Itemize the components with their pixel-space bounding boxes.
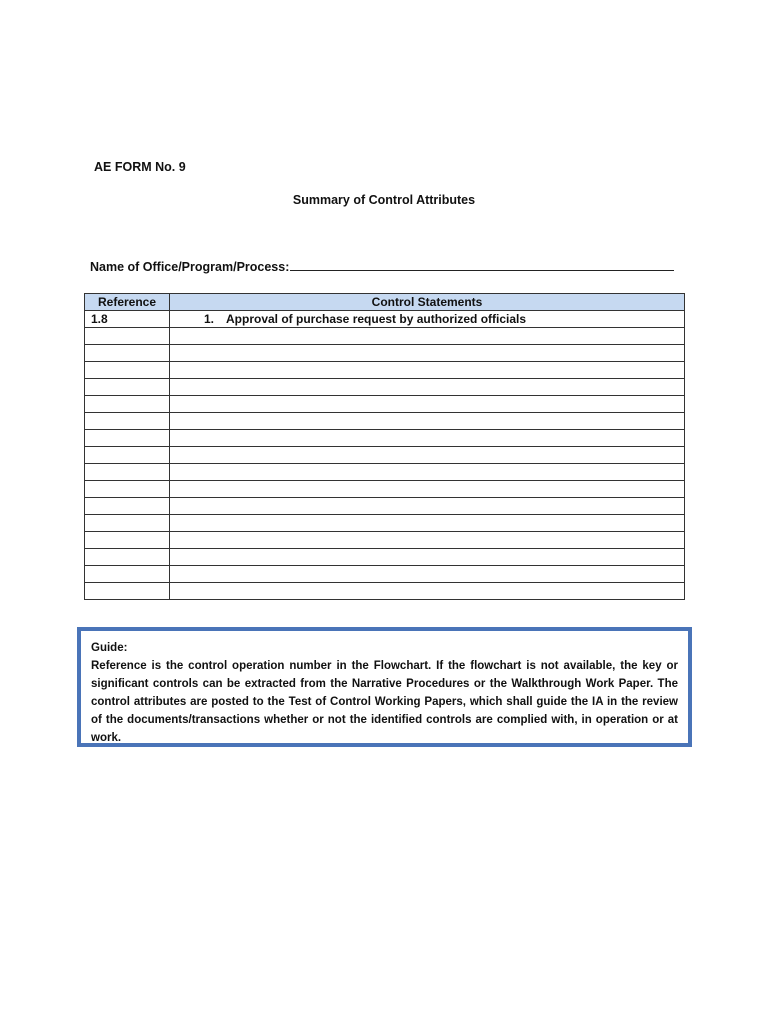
reference-cell[interactable] (85, 345, 170, 362)
office-blank-line[interactable] (290, 258, 674, 271)
table-row (85, 515, 685, 532)
table-row (85, 379, 685, 396)
control-statements-column-header: Control Statements (170, 294, 685, 311)
table-row (85, 532, 685, 549)
control-statement-cell[interactable] (170, 549, 685, 566)
control-statement-cell[interactable] (170, 498, 685, 515)
control-statement-cell[interactable] (170, 566, 685, 583)
control-statement-cell[interactable] (170, 583, 685, 600)
reference-cell[interactable] (85, 464, 170, 481)
reference-cell[interactable] (85, 328, 170, 345)
statement-text: Approval of purchase request by authorized officials (226, 312, 527, 326)
table-row (85, 566, 685, 583)
control-statement (176, 312, 526, 326)
control-statement-cell[interactable] (170, 413, 685, 430)
reference-cell[interactable] (85, 549, 170, 566)
control-statement-cell[interactable] (170, 515, 685, 532)
reference-cell[interactable] (85, 498, 170, 515)
table-row (85, 396, 685, 413)
table-row (85, 413, 685, 430)
reference-cell[interactable] (85, 481, 170, 498)
table-row (85, 583, 685, 600)
table-row (85, 430, 685, 447)
table-row (85, 447, 685, 464)
page-title: Summary of Control Attributes (292, 193, 476, 207)
office-field (90, 258, 674, 274)
reference-cell[interactable] (85, 413, 170, 430)
reference-cell[interactable] (85, 515, 170, 532)
control-attributes-table (84, 293, 685, 600)
reference-cell[interactable] (85, 396, 170, 413)
office-label: Name of Office/Program/Process: (90, 260, 290, 274)
table-row (85, 481, 685, 498)
table-row (85, 498, 685, 515)
control-statement-cell[interactable] (170, 447, 685, 464)
control-statement-cell[interactable] (170, 345, 685, 362)
reference-cell[interactable] (85, 566, 170, 583)
control-statement-cell[interactable] (170, 532, 685, 549)
table-row (85, 345, 685, 362)
control-statement-cell[interactable] (170, 430, 685, 447)
control-statement-cell[interactable] (170, 362, 685, 379)
table-row (85, 464, 685, 481)
reference-cell[interactable] (85, 447, 170, 464)
guide-box (77, 627, 692, 747)
control-statement-cell[interactable] (170, 464, 685, 481)
control-statement-cell[interactable] (170, 311, 685, 328)
reference-cell[interactable] (85, 532, 170, 549)
control-statement-cell[interactable] (170, 481, 685, 498)
statement-number: 1. (204, 312, 215, 326)
table-row (85, 549, 685, 566)
guide-text: Reference is the control operation number in the Flowchart. If the flowchart is not available, the key or significant controls can be extracted from the Narrative Procedures or the Walkthrough Work Paper. The control attributes are posted to the Test of Control Working Papers, which shall guide the IA in the review of the documents/transactions whether or not the identified controls are complied with, in operation or at work. (91, 660, 678, 744)
control-statement-cell[interactable] (170, 379, 685, 396)
reference-cell[interactable] (85, 583, 170, 600)
control-statement-cell[interactable] (170, 328, 685, 345)
table-row (85, 328, 685, 345)
reference-cell[interactable] (85, 362, 170, 379)
reference-cell[interactable] (85, 379, 170, 396)
table-row (85, 311, 685, 328)
reference-cell[interactable] (85, 430, 170, 447)
control-statement-cell[interactable] (170, 396, 685, 413)
form-number: AE FORM No. 9 (94, 160, 186, 174)
guide-heading: Guide: (91, 642, 128, 654)
reference-cell[interactable]: 1.8 (85, 311, 170, 328)
table-header-row (85, 294, 685, 311)
table-row (85, 362, 685, 379)
reference-column-header: Reference (85, 294, 170, 311)
